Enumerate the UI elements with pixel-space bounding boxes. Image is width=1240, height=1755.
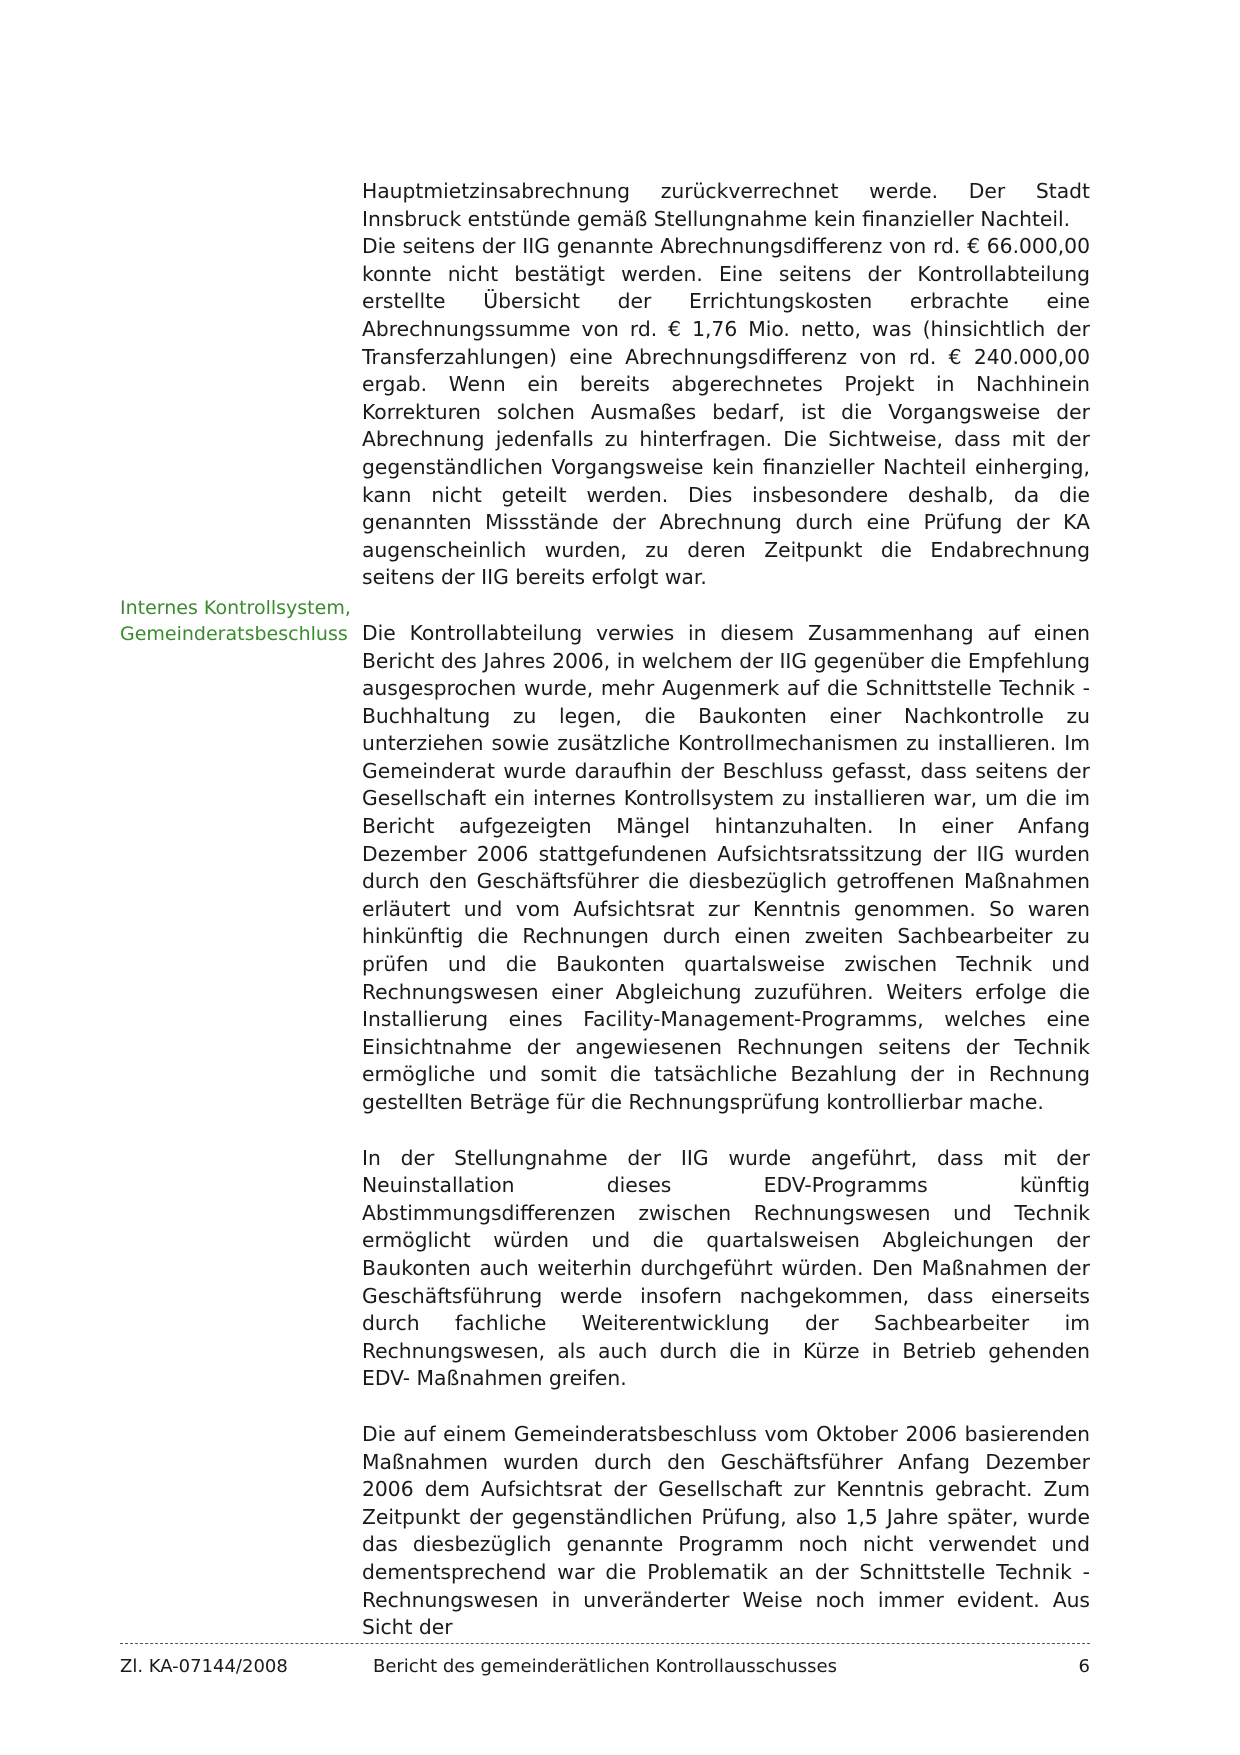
main-text — [362, 178, 1090, 1642]
footer-title: Bericht des gemeinderätlichen Kontrollausschusses — [372, 1656, 838, 1677]
paragraph-3: Die Kontrollabteilung verwies in diesem Zusammenhang auf einen Bericht des Jahres 2006, in welchem der IIG gegenüber die Empfehlung ausgesprochen wurde, mehr Augenmerk auf die Schnittstelle Technik - Buchhaltung zu legen, die Baukonten einer Nachkontrolle zu unterziehen sowie zusätzliche Kontrollmechanismen zu installieren. Im Gemeinderat wurde daraufhin der Beschluss gefasst, dass seitens der Gesellschaft ein internes Kontrollsystem zu installieren war, um die im Bericht aufgezeigten Mängel hintanzuhalten. In einer Anfang Dezember 2006 stattgefundenen Aufsichtsratssitzung der IIG wurden durch den Geschäftsführer die diesbezüglich getroffenen Maßnahmen erläutert und vom Aufsichtsrat zur Kenntnis genommen. So waren hinkünftig die Rechnungen durch einen zweiten Sachbearbeiter zu prüfen und die Baukonten quartalsweise zwischen Technik und Rechnungswesen einer Abgleichung zuzuführen. Weiters erfolge die Installierung eines Facility-Management-Programms, welches eine Einsichtnahme der angewiesenen Rechnungen seitens der Technik ermögliche und somit die tatsächliche Bezahlung der in Rechnung gestellten Beträge für die Rechnungsprüfung kontrollierbar mache. — [362, 620, 1090, 1114]
paragraph-2: Die seitens der IIG genannte Abrechnungsdifferenz von rd. € 66.000,00 konnte nicht bestätigt werden. Eine seitens der Kontrollabteilung erstellte Übersicht der Errichtungskosten erbrachte eine Abrechnungssumme von rd. € 1,76 Mio. netto, was (hinsichtlich der Transferzahlungen) eine Abrechnungsdifferenz von rd. € 240.000,00 ergab. Wenn ein bereits abgerechnetes Projekt in Nachhinein Korrekturen solchen Ausmaßes bedarf, ist die Vorgangsweise der Abrechnung jedenfalls zu hinterfragen. Die Sichtweise, dass mit der gegenständlichen Vorgangsweise kein finanzieller Nachteil einherging, kann nicht geteilt werden. Dies insbesondere deshalb, da die genannten Missstände der Abrechnung durch eine Prüfung der KA augenscheinlich wurden, zu deren Zeitpunkt die Endabrechnung seitens der IIG bereits erfolgt war. — [362, 234, 1090, 590]
margin-note-line-1: Internes Kontrollsystem, — [120, 597, 351, 619]
footer-divider — [120, 1643, 1090, 1644]
document-reference: Zl. KA-07144/2008 — [120, 1656, 288, 1677]
margin-note — [120, 595, 352, 647]
paragraph-5: Die auf einem Gemeinderatsbeschluss vom Oktober 2006 basierenden Maßnahmen wurden durch den Geschäftsführer Anfang Dezember 2006 dem Aufsichtsrat der Gesellschaft zur Kenntnis gebracht. Zum Zeitpunkt der gegenständlichen Prüfung, also 1,5 Jahre später, wurde das diesbezüglich genannte Programm noch nicht verwendet und dementsprechend war die Problematik an der Schnittstelle Technik - Rechnungswesen in unveränderter Weise noch immer evident. Aus Sicht der — [362, 1421, 1090, 1640]
page-number: 6 — [1078, 1656, 1090, 1677]
margin-note-line-2: Gemeinderatsbeschluss — [120, 623, 348, 645]
paragraph-1: Hauptmietzinsabrechnung zurückverrechnet werde. Der Stadt Innsbruck entstünde gemäß Stellungnahme kein finanzieller Nachteil. — [362, 179, 1090, 231]
paragraph-4: In der Stellungnahme der IIG wurde angeführt, dass mit der Neuinstallation dieses EDV-Programms künftig Abstimmungsdifferenzen zwischen Rechnungswesen und Technik ermöglicht würden und die quartalsweisen Abgleichungen der Baukonten auch weiterhin durchgeführt würden. Den Maßnahmen der Geschäftsführung werde insofern nachgekommen, dass einerseits durch fachliche Weiterentwicklung der Sachbearbeiter im Rechnungswesen, als auch durch die in Kürze in Betrieb gehenden EDV- Maßnahmen greifen. — [362, 1145, 1090, 1391]
